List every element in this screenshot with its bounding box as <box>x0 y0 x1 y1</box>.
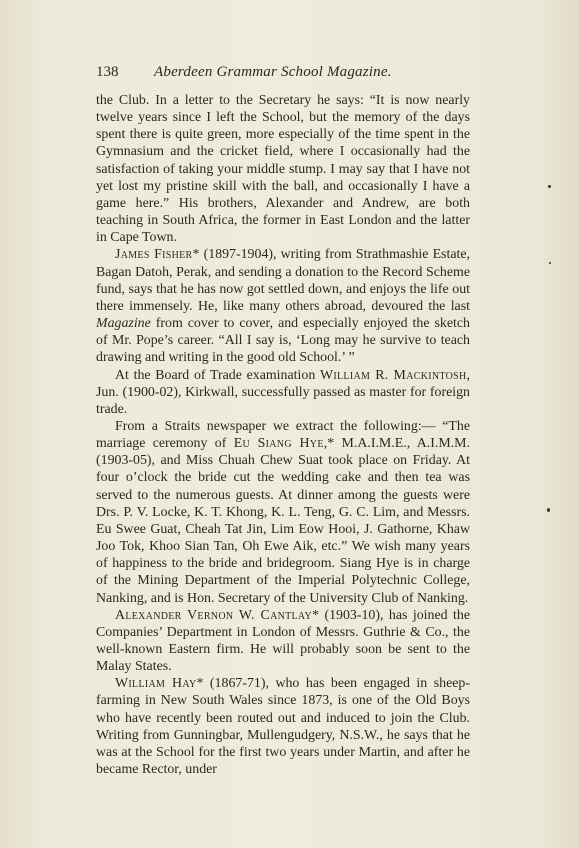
person-name: Alexander Vernon W. Cantlay <box>115 607 313 623</box>
print-speck <box>549 262 551 264</box>
text-run: From a Straits newspaper we extract the following:— “The marriage ceremony of <box>96 418 470 452</box>
person-name: William R. Mackintosh <box>319 367 467 383</box>
article-body <box>96 92 470 778</box>
print-speck <box>547 508 550 512</box>
paragraph <box>96 418 470 607</box>
person-name: William Hay <box>115 676 197 692</box>
text-run: * (1867-71), who has been engaged in sheep-farming in New South Wales since 1873, is one of the Old Boys who have recently been routed out and induced to join the Club. Writing from Gunningbar, Mullengudgery, N.S.W., he says that he was at the School for the first two years under Martin, and after he became Rector, under <box>96 676 470 778</box>
print-speck <box>548 185 551 188</box>
text-run: , Jun. (1900-02), Kirkwall, successfully passed as master for foreign trade. <box>96 367 470 417</box>
paragraph <box>96 675 470 778</box>
text-run: the Club. In a letter to the Secretary he says: “It is now nearly twelve years since I left the School, but the memory of the days spent there is quite green, more especially of the time spent in the Gymnasium and the cricket field, where I occasionally had the satisfaction of taking your middle stump. I may say that I have not yet lost my pristine skill with the ball, and occasionally I have a game here.” His brothers, Alexander and Andrew, are both teaching in South Africa, the former in East London and the latter in Cape Town. <box>96 93 470 246</box>
person-name: Eu Siang Hye <box>233 436 324 452</box>
running-title: Aberdeen Grammar School Magazine. <box>154 64 392 80</box>
page-number: 138 <box>96 64 119 80</box>
text-run: ,* M.A.I.M.E., A.I.M.M. (1903-05), and Miss Chuah Chew Suat took place on Friday. At four o’clock the bride cut the wedding cake and then tea was served to the numerous guests. At dinner among the guests were Drs. P. V. Locke, K. T. Khong, K. L. Teng, G. C. Lim, and Messrs. Eu Swee Guat, Cheah Tat Jin, Lim Eow Hooi, J. Gathorne, Khaw Joo Tok, Khoo Sian Tan, Oh Ewe Aik, etc.” We wish many years of happiness to the bride and bridegroom. Siang Hye is in charge of the Mining Department of the Imperial Polytechnic College, Nanking, and is Hon. Secretary of the University Club of Nanking. <box>96 436 470 606</box>
text-run: At the Board of Trade examination <box>115 367 320 383</box>
italic-text: Magazine <box>96 316 151 332</box>
person-name: James Fisher <box>115 247 193 263</box>
page-header <box>96 64 476 81</box>
paragraph <box>96 92 470 246</box>
text-run: * (1903-10), has joined the Companies’ Department in London of Messrs. Guthrie & Co., the well-known Eastern firm. He will probably soon be sent to the Malay States. <box>96 607 470 675</box>
paragraph <box>96 607 470 676</box>
text-run: * (1897-1904), writing from Strathmashie Estate, Bagan Datoh, Perak, and sending a donation to the Record Scheme fund, says that he has now got settled down, and enjoys the life out there immensely. He, like many others abroad, devoured the last <box>96 247 470 314</box>
text-run: from cover to cover, and especially enjoyed the sketch of Mr. Pope’s career. “All I say is, ‘Long may he survive to teach drawing and writing in the good old School.’ ” <box>96 316 470 366</box>
paragraph <box>96 367 470 418</box>
paragraph <box>96 246 470 366</box>
